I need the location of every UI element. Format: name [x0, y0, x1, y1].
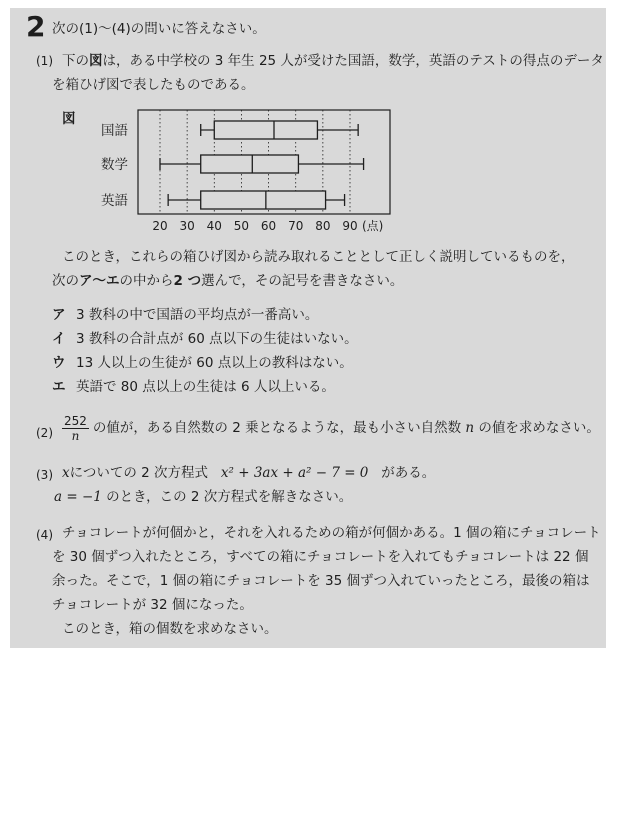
q4-line2: を 30 個ずつ入れたところ，すべての箱にチョコレートを入れてもチョコレートは 22 個 [52, 549, 589, 565]
question-number: 2 [26, 10, 46, 43]
q3-line2: a = −1 のとき，この 2 次方程式を解きなさい。 [54, 489, 353, 505]
category-label: 国語 [101, 123, 128, 139]
choice-i: イ 3 教科の合計点が 60 点以下の生徒はいない。 [52, 331, 358, 347]
q1-label: (1) [36, 54, 53, 68]
question-header: 次の(1)～(4)の問いに答えなさい。 [52, 21, 266, 37]
x-tick-label: 40 [206, 219, 222, 233]
x-tick-label: 70 [288, 219, 304, 233]
figure-label: 図 [62, 111, 76, 127]
q4-final: このとき，箱の個数を求めなさい。 [62, 621, 278, 637]
x-tick-label: 20 [152, 219, 168, 233]
q4-label: (4) [36, 528, 53, 542]
q4-line3: 余った。そこで，1 個の箱にチョコレートを 35 個ずつ入れていったところ，最後の箱は [52, 573, 590, 589]
x-axis-label: (点) [362, 219, 384, 233]
question-sheet [10, 8, 606, 648]
choice-e: エ 英語で 80 点以上の生徒は 6 人以上いる。 [52, 379, 335, 395]
q2-label: (2) [36, 426, 53, 440]
q4-line1: チョコレートが何個かと，それを入れるための箱が何個かある。1 個の箱にチョコレート [62, 525, 601, 541]
category-label: 数学 [101, 157, 128, 173]
x-tick-label: 30 [179, 219, 195, 233]
boxplot-chart [68, 108, 398, 243]
q2-text: $\frac{252}{n}$ の値が，ある自然数の 2 乗となるような，最も小さい自然数 n の値を求めなさい。 [64, 413, 600, 443]
category-label: 英語 [101, 193, 128, 209]
iqr-box [201, 191, 326, 209]
boxplot-0 [201, 121, 358, 139]
q3-line1: xについての 2 次方程式 x² + 3ax + a² − 7 = 0 がある。 [62, 465, 436, 481]
choice-u: ウ 13 人以上の生徒が 60 点以上の教科はない。 [52, 355, 353, 371]
x-tick-label: 90 [342, 219, 358, 233]
x-tick-label: 80 [315, 219, 331, 233]
boxplot-2 [168, 191, 344, 209]
q3-equation: x² + 3ax + a² − 7 = 0 [220, 465, 369, 481]
q4-line4: チョコレートが 32 個になった。 [52, 597, 253, 613]
choice-a: ア 3 教科の中で国語の平均点が一番高い。 [52, 307, 319, 323]
q2-fraction: $\frac{252}{n}$ [64, 413, 87, 443]
x-tick-label: 50 [233, 219, 250, 233]
iqr-box [214, 121, 317, 139]
q1-intro-line1: 下の図は，ある中学校の 3 年生 25 人が受けた国語，数学，英語のテストの得点のデータ [62, 53, 604, 69]
boxplot-1 [160, 155, 364, 173]
iqr-box [201, 155, 299, 173]
x-tick-label: 60 [260, 219, 277, 233]
q1-after-line2: 次のア～エの中から2 つ選んで，その記号を書きなさい。 [52, 273, 404, 289]
q1-after-line1: このとき，これらの箱ひげ図から読み取れることとして正しく説明しているものを， [62, 249, 575, 265]
q3-label: (3) [36, 468, 53, 482]
q1-intro-line2: を箱ひげ図で表したものである。 [52, 77, 255, 93]
